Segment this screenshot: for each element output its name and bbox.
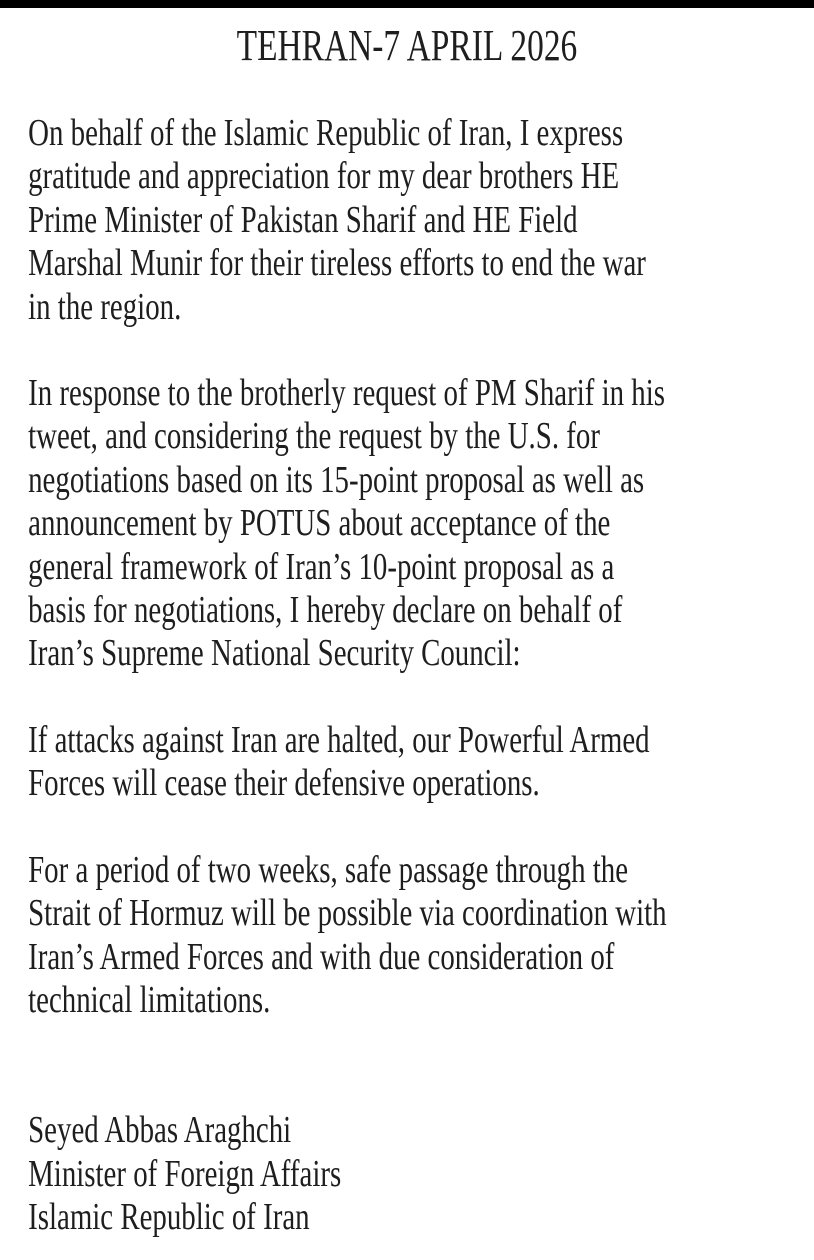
signature-name: Seyed Abbas Araghchi — [28, 1109, 292, 1152]
paragraph-line: in the region. — [28, 285, 182, 328]
paragraph-line: Strait of Hormuz will be possible via coordination with — [28, 892, 667, 935]
paragraph-declaration — [28, 372, 768, 676]
paragraph-line: Forces will cease their defensive operations. — [28, 762, 540, 805]
paragraph-line: negotiations based on its 15-point proposal as well as — [28, 458, 645, 501]
paragraph-line: tweet, and considering the request by the U.S. for — [28, 415, 600, 458]
paragraph-line: In response to the brotherly request of PM Sharif in his — [28, 372, 665, 415]
paragraph-gratitude — [28, 112, 768, 329]
signature-organization: Islamic Republic of Iran — [28, 1196, 310, 1239]
paragraph-line: basis for negotiations, I hereby declare on behalf of — [28, 589, 623, 632]
paragraph-line: general framework of Iran’s 10-point proposal as a — [28, 545, 615, 588]
paragraph-line: Iran’s Supreme National Security Council: — [28, 632, 521, 675]
paragraph-line: On behalf of the Islamic Republic of Iran, I express — [28, 112, 624, 154]
top-edge-bar — [0, 0, 814, 8]
paragraph-line: gratitude and appreciation for my dear brothers HE — [28, 155, 620, 198]
signature-block — [28, 1109, 768, 1239]
paragraph-line: Iran’s Armed Forces and with due consideration of — [28, 935, 615, 978]
statement-body — [0, 112, 814, 1240]
paragraph-line: For a period of two weeks, safe passage through the — [28, 848, 629, 891]
page-title: TEHRAN-7 APRIL 2026 — [236, 21, 578, 70]
paragraph-hormuz-passage — [28, 849, 768, 1023]
statement-content — [0, 21, 814, 1240]
paragraph-ceasefire-condition — [28, 719, 768, 806]
signature-role: Minister of Foreign Affairs — [28, 1152, 342, 1195]
paragraph-line: technical limitations. — [28, 978, 271, 1021]
paragraph-line: announcement by POTUS about acceptance of the — [28, 502, 611, 545]
paragraph-line: Marshal Munir for their tireless efforts to end the war — [28, 242, 646, 285]
paragraph-line: If attacks against Iran are halted, our Powerful Armed — [28, 718, 650, 761]
paragraph-line: Prime Minister of Pakistan Sharif and HE Field — [28, 198, 578, 241]
